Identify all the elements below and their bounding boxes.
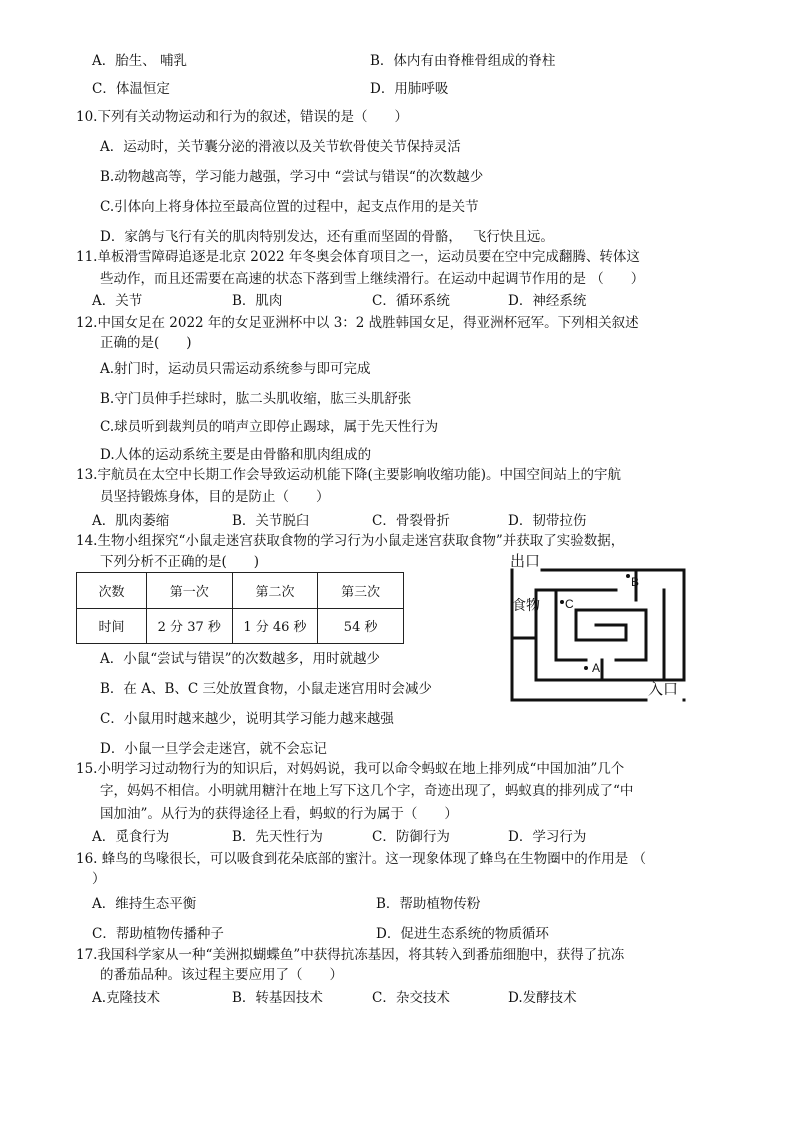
q14-option-a: A．小鼠“尝试与错误”的次数越多，用时就越少: [100, 651, 381, 667]
table-header-cell: 第一次: [146, 573, 232, 609]
q14-option-b: B．在 A、B、C 三处放置食物，小鼠走迷宫用时会减少: [100, 681, 433, 697]
table-header-cell: 第三次: [318, 573, 404, 609]
q16-option-a: A．维持生态平衡: [92, 896, 197, 912]
q15-option-c: C．防御行为: [372, 829, 450, 845]
table-row: [77, 608, 404, 644]
q12-option-a: A.射门时，运动员只需运动系统参与即可完成: [100, 361, 371, 377]
q15-stem-line1: 15.小明学习过动物行为的知识后，对妈妈说，我可以命令蚂蚁在地上排列成“中国加油”几个: [76, 761, 625, 777]
q12-option-d: D.人体的运动系统主要是由骨骼和肌肉组成的: [100, 447, 372, 463]
q12-option-c: C.球员听到裁判员的哨声立即停止踢球，属于先天性行为: [100, 419, 439, 435]
q14-stem-line2: 下列分析不正确的是( ): [100, 554, 260, 570]
table-cell: 时间: [77, 608, 147, 644]
q17-stem-line2: 的番茄品种。该过程主要应用了（ ）: [100, 967, 343, 983]
q17-option-d: D.发酵技术: [508, 990, 577, 1006]
maze-exit-label: 出口: [510, 553, 541, 570]
q16-option-d: D．促进生态系统的物质循环: [376, 926, 549, 942]
q11-option-b: B．肌肉: [232, 293, 283, 309]
maze-point-c-label: C: [565, 597, 574, 611]
q9-option-d: D．用肺呼吸: [370, 81, 449, 97]
table-header-cell: 次数: [77, 573, 147, 609]
q15-option-a: A．觅食行为: [92, 829, 170, 845]
q15-stem-line2: 字，妈妈不相信。小明就用糖汁在地上写下这几个字，奇迹出现了，蚂蚁真的排列成了“中: [100, 783, 634, 799]
q12-stem-line1: 12.中国女足在 2022 年的女足亚洲杯中以 3：2 战胜韩国女足，得亚洲杯冠军。下列相关叙述: [76, 315, 639, 331]
q11-stem-line1: 11.单板滑雪障碍追逐是北京 2022 年冬奥会体育项目之一，运动员要在空中完成翻腾、转体这: [76, 249, 640, 265]
maze-point-a-label: A: [592, 661, 601, 675]
q16-option-c: C．帮助植物传播种子: [92, 926, 224, 942]
q17-option-b: B．转基因技术: [232, 990, 323, 1006]
q10-option-d: D．家鸽与飞行有关的肌肉特别发达，还有重而坚固的骨骼， 飞行快且远。: [100, 229, 554, 245]
q13-option-b: B．关节脱臼: [232, 513, 310, 529]
maze-food-label: 食物: [512, 597, 540, 613]
table-header-cell: 第二次: [232, 573, 318, 609]
maze-entrance-label: 入口: [648, 681, 679, 698]
table-cell: 1 分 46 秒: [232, 608, 318, 644]
q13-option-d: D．韧带拉伤: [508, 513, 587, 529]
q11-stem-line2: 些动作，而且还需要在高速的状态下落到雪上继续滑行。在运动中起调节作用的是 （ ）: [100, 271, 645, 287]
q11-option-d: D．神经系统: [508, 293, 587, 309]
table-header-row: [77, 573, 404, 609]
q10-option-b: B.动物越高等，学习能力越强，学习中 “尝试与错误“的次数越少: [100, 169, 484, 185]
q16-stem-line1: 16. 蜂鸟的鸟喙很长，可以吸食到花朵底部的蜜汁。这一现象体现了蜂鸟在生物圈中的作用是 （: [76, 851, 647, 867]
q17-option-a: A.克隆技术: [92, 990, 161, 1006]
q15-option-b: B．先天性行为: [232, 829, 323, 845]
q10-option-c: C.引体向上将身体拉至最高位置的过程中，起支点作用的是关节: [100, 199, 479, 215]
q13-stem-line1: 13.宇航员在太空中长期工作会导致运动机能下降(主要影响收缩功能)。中国空间站上的宇航: [76, 467, 622, 483]
q13-option-c: C．骨裂骨折: [372, 513, 450, 529]
table-cell: 2 分 37 秒: [146, 608, 232, 644]
q12-option-b: B.守门员伸手拦球时，肱二头肌收缩，肱三头肌舒张: [100, 391, 412, 407]
q16-option-b: B．帮助植物传粉: [376, 896, 481, 912]
table-cell: 54 秒: [318, 608, 404, 644]
q15-stem-line3: 国加油”。从行为的获得途径上看，蚂蚁的行为属于（ ）: [100, 806, 458, 822]
q17-stem-line1: 17.我国科学家从一种“美洲拟蝴蝶鱼”中获得抗冻基因，将其转入到番茄细胞中，获得了抗冻: [76, 947, 625, 963]
maze-point-b-dot: [626, 574, 630, 578]
maze-point-a-dot: [584, 666, 588, 670]
q10-option-a: A．运动时，关节囊分泌的滑液以及关节软骨使关节保持灵活: [100, 139, 461, 155]
q11-option-c: C．循环系统: [372, 293, 450, 309]
q13-option-a: A．肌肉萎缩: [92, 513, 170, 529]
maze-diagram: [506, 550, 692, 712]
q14-option-c: C．小鼠用时越来越少，说明其学习能力越来越强: [100, 711, 394, 727]
q10-stem: 10.下列有关动物运动和行为的叙述，错误的是（ ）: [76, 109, 408, 125]
q9-option-b: B．体内有由脊椎骨组成的脊柱: [370, 53, 556, 69]
q11-option-a: A．关节: [92, 293, 143, 309]
experiment-data-table: [76, 572, 404, 644]
q9-option-a: A．胎生、 哺乳: [92, 53, 188, 69]
q15-option-d: D．学习行为: [508, 829, 587, 845]
q16-stem-line2: ）: [92, 871, 106, 887]
q17-option-c: C．杂交技术: [372, 990, 450, 1006]
q12-stem-line2: 正确的是( ): [100, 335, 192, 351]
maze-point-c-dot: [560, 600, 564, 604]
q14-option-d: D．小鼠一旦学会走迷宫，就不会忘记: [100, 741, 327, 757]
q14-stem-line1: 14.生物小组探究“小鼠走迷宫获取食物的学习行为小鼠走迷宫获取食物”并获取了实验数据，: [76, 533, 625, 549]
q9-option-c: C．体温恒定: [92, 81, 170, 97]
q13-stem-line2: 员坚持锻炼身体，目的是防止（ ）: [100, 489, 330, 505]
maze-point-b-label: B: [631, 575, 640, 589]
